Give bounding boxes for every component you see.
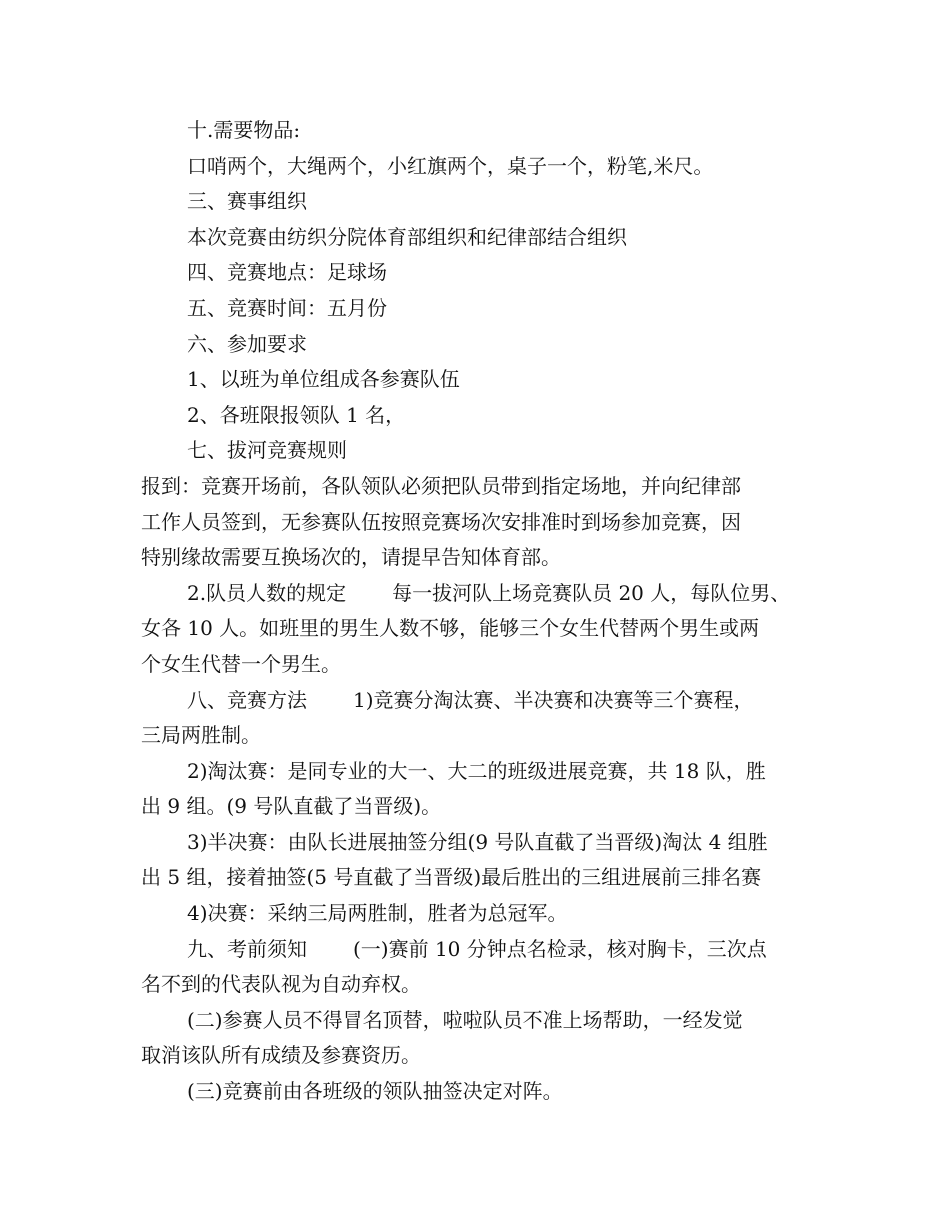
text-segment: (一)赛前 10 分钟点名检录，核对胸卡，三次点 xyxy=(353,936,767,961)
text-line: 五、竞赛时间：五月份 xyxy=(187,295,387,320)
text-line: 个女生代替一个男生。 xyxy=(141,651,341,676)
text-line: 2、各班限报领队 1 名， xyxy=(187,402,406,427)
text-line: 七、拔河竞赛规则 xyxy=(187,438,347,463)
text-line: 2)淘汰赛：是同专业的大一、大二的班级进展竞赛，共 18 队，胜 xyxy=(187,758,766,783)
text-line: 三局两胜制。 xyxy=(141,723,261,748)
text-line: 口哨两个，大绳两个，小红旗两个，桌子一个，粉笔,米尺。 xyxy=(187,153,714,178)
text-line: 出 5 组，接着抽签(5 号直截了当晋级)最后胜出的三组进展前三排名赛 xyxy=(141,865,762,890)
text-line: 名不到的代表队视为自动弃权。 xyxy=(141,972,421,997)
text-line xyxy=(141,683,817,719)
text-segment: 每一拔河队上场竞赛队员 20 人，每队位男、 xyxy=(392,580,791,605)
text-line: 四、竞赛地点：足球场 xyxy=(187,260,387,285)
text-line: 六、参加要求 xyxy=(187,331,307,356)
text-line xyxy=(141,932,817,968)
text-line: 3)半决赛：由队长进展抽签分组(9 号队直截了当晋级)淘汰 4 组胜 xyxy=(187,829,768,854)
document-body xyxy=(141,113,817,1110)
text-segment: 1)竞赛分淘汰赛、半决赛和决赛等三个赛程， xyxy=(353,687,754,712)
text-line: 女各 10 人。如班里的男生人数不够，能够三个女生代替两个男生或两 xyxy=(141,616,760,641)
text-segment: 2.队员人数的规定 xyxy=(187,580,347,605)
text-line: 本次竞赛由纺织分院体育部组织和纪律部结合组织 xyxy=(187,224,627,249)
text-line: 4)决赛：采纳三局两胜制，胜者为总冠军。 xyxy=(187,901,568,926)
text-line xyxy=(141,576,817,612)
text-line: (三)竞赛前由各班级的领队抽签决定对阵。 xyxy=(187,1079,563,1104)
text-segment: 八、竞赛方法 xyxy=(187,687,307,712)
text-line: 取消该队所有成绩及参赛资历。 xyxy=(141,1043,421,1068)
text-line: 特别缘故需要互换场次的，请提早告知体育部。 xyxy=(141,545,561,570)
text-line: 1、以班为单位组成各参赛队伍 xyxy=(187,367,460,392)
text-line: (二)参赛人员不得冒名顶替，啦啦队员不准上场帮助，一经发觉 xyxy=(187,1007,743,1032)
text-line: 工作人员签到，无参赛队伍按照竞赛场次安排准时到场参加竞赛，因 xyxy=(141,509,741,534)
text-line: 出 9 组。(9 号队直截了当晋级)。 xyxy=(141,794,442,819)
text-line: 十.需要物品: xyxy=(187,118,301,142)
text-segment: 九、考前须知 xyxy=(187,936,307,961)
text-line: 报到：竞赛开场前，各队领队必须把队员带到指定场地，并向纪律部 xyxy=(141,473,741,498)
text-line: 三、赛事组织 xyxy=(187,189,307,214)
